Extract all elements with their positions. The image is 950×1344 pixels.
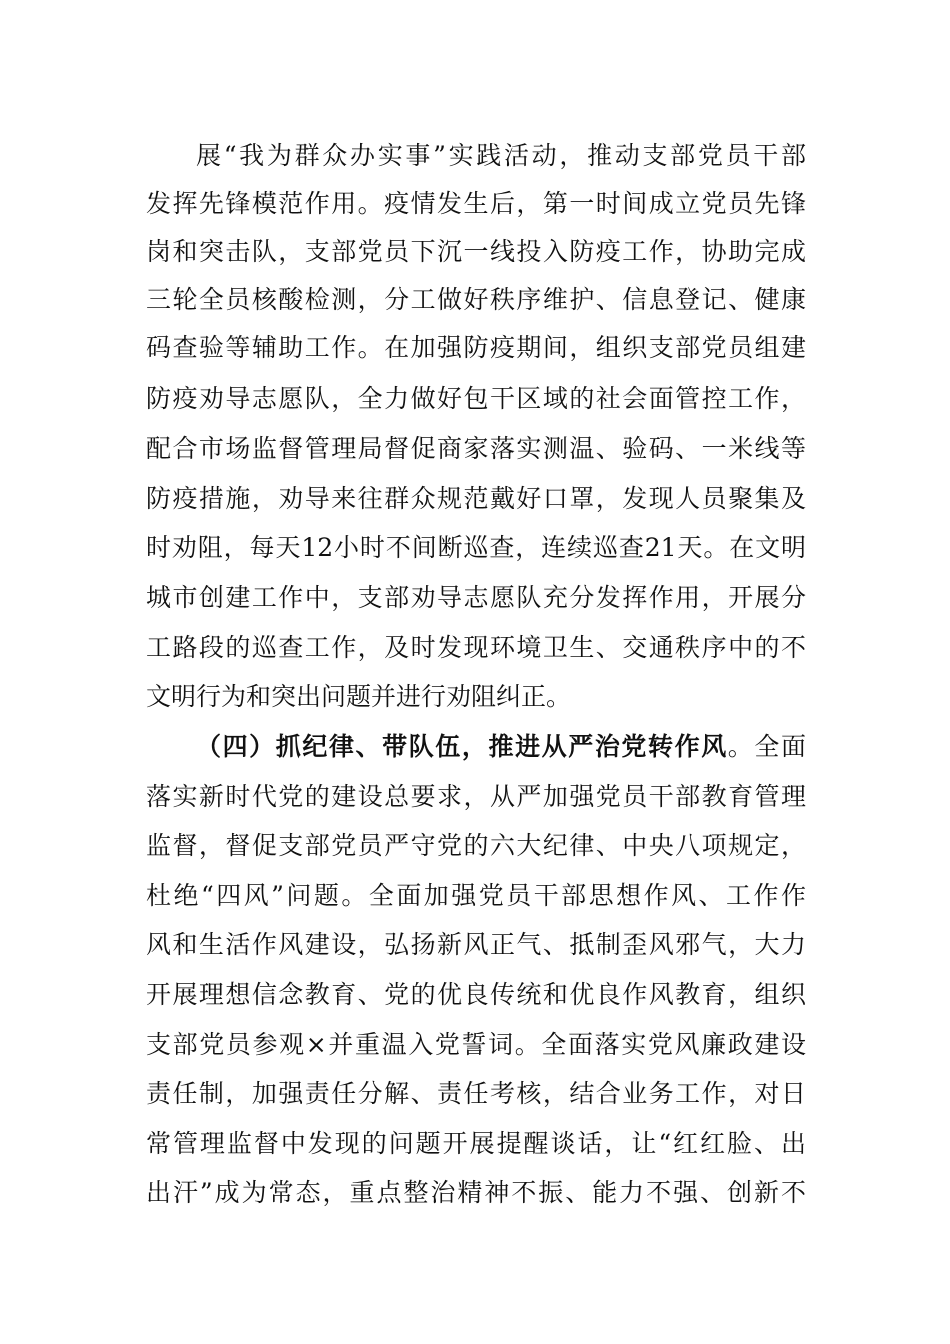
paragraph-2-line: 责任制，加强责任分解、责任考核，结合业务工作，对日 xyxy=(146,1079,806,1108)
paragraph-1-line: 文明行为和突出问题并进行劝阻纠正。 xyxy=(146,682,572,711)
paragraph-1-line: 三轮全员核酸检测，分工做好秩序维护、信息登记、健康 xyxy=(146,285,806,314)
paragraph-1-line: 城市创建工作中，支部劝导志愿队充分发挥作用，开展分 xyxy=(146,583,806,612)
paragraph-1-line: 工路段的巡查工作，及时发现环境卫生、交通秩序中的不 xyxy=(146,633,806,662)
paragraph-1-line: 配合市场监督管理局督促商家落实测温、验码、一米线等 xyxy=(146,434,806,463)
section-heading-line xyxy=(196,727,806,767)
paragraph-2-line: 出汗”成为常态，重点整治精神不振、能力不强、创新不 xyxy=(146,1178,806,1207)
paragraph-2-line: 常管理监督中发现的问题开展提醒谈话，让“红红脸、出 xyxy=(146,1129,806,1158)
paragraph-1-line: 防疫劝导志愿队，全力做好包干区域的社会面管控工作， xyxy=(146,384,806,413)
paragraph-1-line: 码查验等辅助工作。在加强防疫期间，组织支部党员组建 xyxy=(146,333,806,362)
section-heading: （四）抓纪律、带队伍，推进从严治党转作风 xyxy=(196,732,728,761)
paragraph-2-line: 风和生活作风建设，弘扬新风正气、抵制歪风邪气，大力 xyxy=(146,930,806,959)
paragraph-2-line: 开展理想信念教育、党的优良传统和优良作风教育，组织 xyxy=(146,980,806,1009)
paragraph-1-line: 防疫措施，劝导来往群众规范戴好口罩，发现人员聚集及 xyxy=(146,484,806,513)
paragraph-1-line: 发挥先锋模范作用。疫情发生后，第一时间成立党员先锋 xyxy=(146,189,806,218)
paragraph-2-line: 监督，督促支部党员严守党的六大纪律、中央八项规定， xyxy=(146,831,806,860)
paragraph-2-line: 杜绝“四风”问题。全面加强党员干部思想作风、工作作 xyxy=(146,881,806,910)
paragraph-2-line: 落实新时代党的建设总要求，从严加强党员干部教育管理 xyxy=(146,782,806,811)
section-heading-tail: 。全面 xyxy=(727,732,806,761)
paragraph-1-line: 展“我为群众办实事”实践活动，推动支部党员干部 xyxy=(196,141,806,170)
paragraph-1-line: 时劝阻，每天12小时不间断巡查，连续巡查21天。在文明 xyxy=(146,533,806,562)
paragraph-1-line: 岗和突击队，支部党员下沉一线投入防疫工作，协助完成 xyxy=(146,237,806,266)
paragraph-2-line: 支部党员参观×并重温入党誓词。全面落实党风廉政建设 xyxy=(146,1030,806,1059)
